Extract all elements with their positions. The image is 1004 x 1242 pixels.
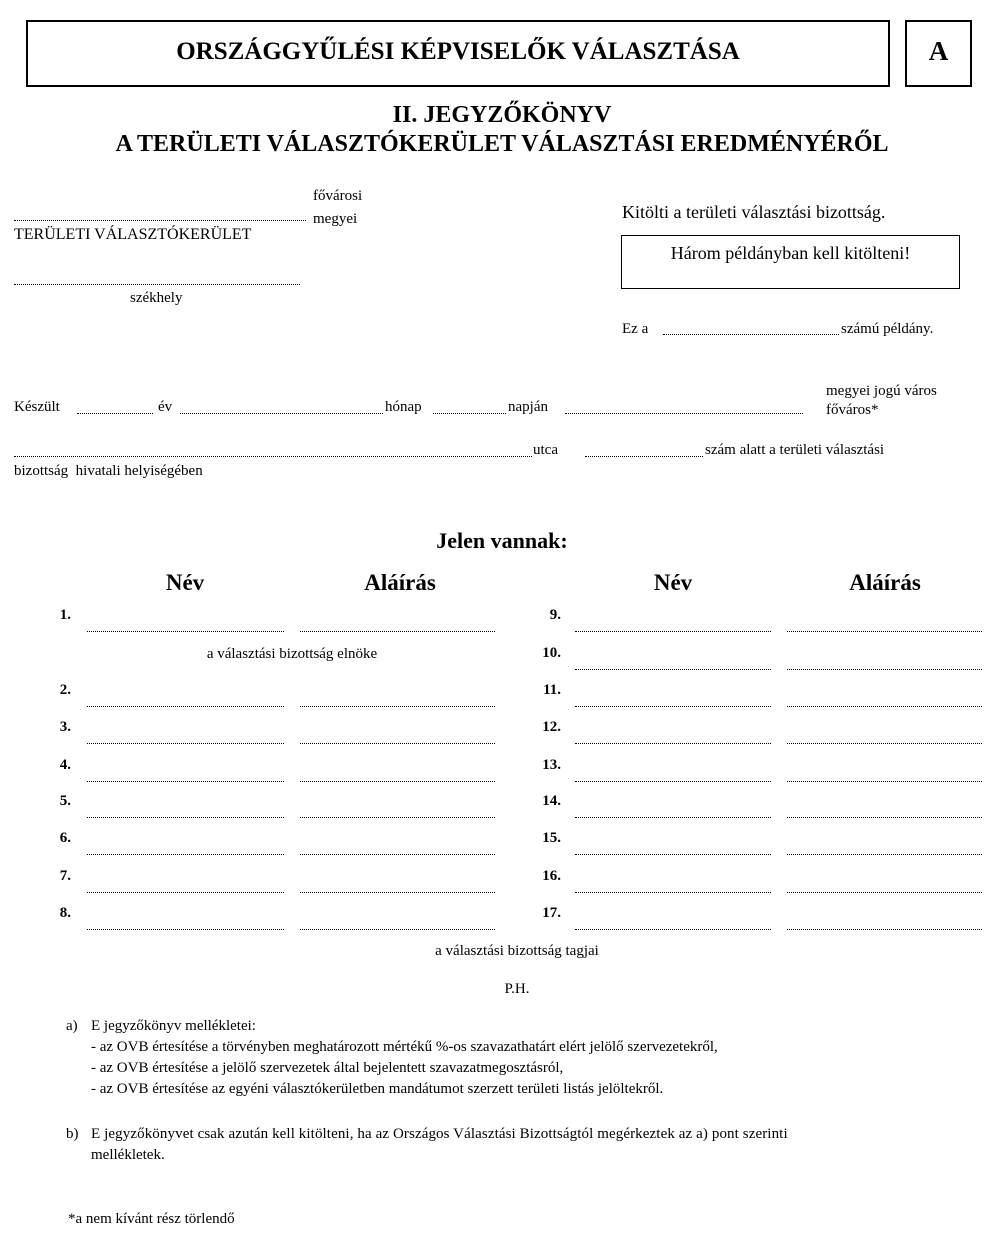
member-name-field[interactable] xyxy=(575,929,771,930)
copy-prefix: Ez a xyxy=(622,321,649,337)
row-number: 9. xyxy=(549,607,561,623)
footnote: *a nem kívánt rész törlendő xyxy=(68,1211,235,1227)
szam-alatt-label: szám alatt a területi választási xyxy=(705,442,885,458)
member-name-field[interactable] xyxy=(87,817,284,818)
note-a-marker: a) xyxy=(66,1018,78,1034)
member-signature-field[interactable] xyxy=(300,781,495,782)
member-name-field[interactable] xyxy=(87,854,284,855)
napjan-label: napján xyxy=(508,399,548,415)
member-name-field[interactable] xyxy=(575,781,771,782)
year-field[interactable] xyxy=(77,413,153,414)
col-name-left: Név xyxy=(165,570,205,595)
note-a-item-2: - az OVB értesítése a jelölő szervezetek által bejelentett szavazatmegosztásról, xyxy=(91,1060,564,1076)
member-name-field[interactable] xyxy=(575,892,771,893)
member-signature-field[interactable] xyxy=(300,892,495,893)
member-signature-field[interactable] xyxy=(787,631,982,632)
doc-title-line2: A TERÜLETI VÁLASZTÓKERÜLET VÁLASZTÁSI EREDMÉNYÉRŐL xyxy=(115,131,889,157)
keszult-label: Készült xyxy=(14,399,60,415)
row-number: 14. xyxy=(542,793,561,809)
member-name-field[interactable] xyxy=(87,892,284,893)
form-letter: A xyxy=(928,36,949,66)
copies-note: Három példányban kell kitölteni! xyxy=(670,243,911,263)
row-number: 2. xyxy=(59,682,71,698)
member-signature-field[interactable] xyxy=(300,854,495,855)
seat-field[interactable] xyxy=(14,284,300,285)
seat-label: székhely xyxy=(130,290,183,306)
member-signature-field[interactable] xyxy=(300,929,495,930)
ev-label: év xyxy=(158,399,173,415)
note-a-item-1: - az OVB értesítése a törvényben meghatározott mértékű %-os szavazathatárt elért jelölő szervezetekről, xyxy=(91,1039,718,1055)
day-field[interactable] xyxy=(433,413,506,414)
member-signature-field[interactable] xyxy=(300,706,495,707)
copy-suffix: számú példány. xyxy=(841,321,934,337)
member-name-field[interactable] xyxy=(575,669,771,670)
month-field[interactable] xyxy=(180,413,383,414)
member-name-field[interactable] xyxy=(87,929,284,930)
col-name-right: Név xyxy=(653,570,693,595)
member-signature-field[interactable] xyxy=(787,781,982,782)
member-signature-field[interactable] xyxy=(787,706,982,707)
city-field[interactable] xyxy=(565,413,803,414)
honap-label: hónap xyxy=(385,399,422,415)
member-name-field[interactable] xyxy=(575,854,771,855)
chair-caption: a választási bizottság elnöke xyxy=(206,646,378,662)
member-name-field[interactable] xyxy=(87,706,284,707)
note-a-title: E jegyzőkönyv mellékletei: xyxy=(91,1018,256,1034)
member-name-field[interactable] xyxy=(575,706,771,707)
row-number: 8. xyxy=(59,905,71,921)
member-signature-field[interactable] xyxy=(787,743,982,744)
row-number: 16. xyxy=(542,868,561,884)
members-caption: a választási bizottság tagjai xyxy=(435,943,599,959)
note-b-marker: b) xyxy=(66,1126,79,1142)
row-number: 13. xyxy=(542,757,561,773)
house-number-field[interactable] xyxy=(585,456,703,457)
location-line: bizottság hivatali helyiségében xyxy=(14,463,203,479)
district-field[interactable] xyxy=(14,220,306,221)
option-megyei: megyei xyxy=(313,211,358,227)
filled-by-note: Kitölti a területi választási bizottság. xyxy=(622,202,886,222)
note-b-line2: mellékletek. xyxy=(91,1147,165,1163)
city-option-1: megyei jogú város xyxy=(826,383,937,399)
row-number: 12. xyxy=(542,719,561,735)
row-number: 5. xyxy=(59,793,71,809)
member-signature-field[interactable] xyxy=(787,669,982,670)
member-signature-field[interactable] xyxy=(787,854,982,855)
row-number: 4. xyxy=(59,757,71,773)
member-signature-field[interactable] xyxy=(787,817,982,818)
row-number: 1. xyxy=(59,607,71,623)
street-field[interactable] xyxy=(14,456,532,457)
member-name-field[interactable] xyxy=(575,817,771,818)
doc-title-line1: II. JEGYZŐKÖNYV xyxy=(392,102,612,128)
row-number: 15. xyxy=(542,830,561,846)
district-label: TERÜLETI VÁLASZTÓKERÜLET xyxy=(14,226,252,243)
member-signature-field[interactable] xyxy=(787,929,982,930)
copy-number-field[interactable] xyxy=(663,334,839,335)
row-number: 3. xyxy=(59,719,71,735)
attendance-heading: Jelen vannak: xyxy=(436,528,568,553)
member-name-field[interactable] xyxy=(575,743,771,744)
member-name-field[interactable] xyxy=(575,631,771,632)
member-signature-field[interactable] xyxy=(300,817,495,818)
member-signature-field[interactable] xyxy=(787,892,982,893)
member-signature-field[interactable] xyxy=(300,631,495,632)
stamp-label: P.H. xyxy=(504,981,530,997)
member-signature-field[interactable] xyxy=(300,743,495,744)
row-number: 10. xyxy=(542,645,561,661)
member-name-field[interactable] xyxy=(87,743,284,744)
row-number: 6. xyxy=(59,830,71,846)
member-name-field[interactable] xyxy=(87,781,284,782)
page-title: ORSZÁGGYŰLÉSI KÉPVISELŐK VÁLASZTÁSA xyxy=(176,38,740,65)
row-number: 7. xyxy=(59,868,71,884)
member-name-field[interactable] xyxy=(87,631,284,632)
col-signature-right: Aláírás xyxy=(849,570,921,595)
note-b-line1: E jegyzőkönyvet csak azután kell kitölteni, ha az Országos Választási Bizottságtól megérkeztek az a) pont szerinti xyxy=(91,1126,788,1142)
city-option-2: főváros* xyxy=(826,402,879,418)
option-fovarosi: fővárosi xyxy=(313,188,363,204)
row-number: 17. xyxy=(542,905,561,921)
note-a-item-3: - az OVB értesítése az egyéni választókerületben mandátumot szerzett területi listás jelöltekről. xyxy=(91,1081,664,1097)
row-number: 11. xyxy=(543,682,561,698)
utca-label: utca xyxy=(533,442,558,458)
col-signature-left: Aláírás xyxy=(364,570,436,595)
